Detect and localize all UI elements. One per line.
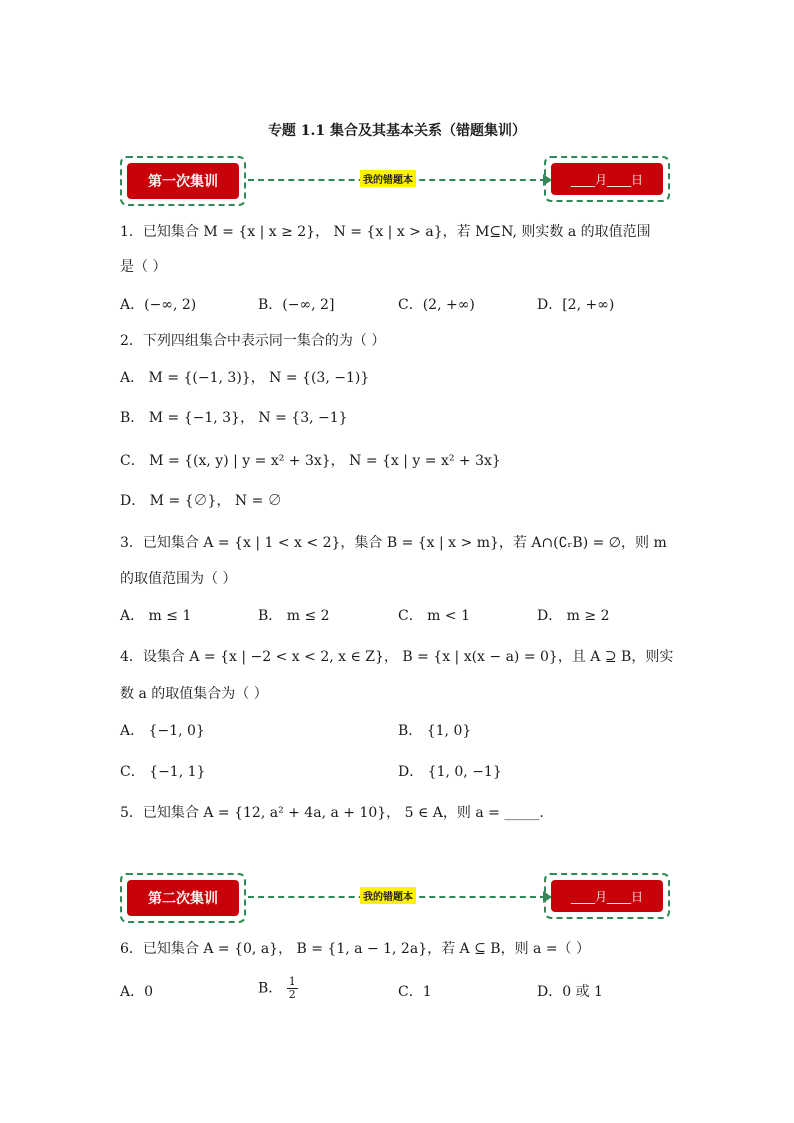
- page-title: 专题 1.1 集合及其基本关系（错题集训）: [267, 123, 527, 139]
- question-3-line2: 的取值范围为（ ）: [120, 571, 237, 587]
- date-label: ____月____日: [551, 163, 663, 195]
- question-1-option-b: B．(−∞, 2]: [258, 297, 335, 313]
- question-3-option-a: A． m ≤ 1: [120, 608, 192, 624]
- question-6-option-d: D．0 或 1: [537, 984, 603, 1000]
- question-2-option-c: C． M = {(x, y) | y = x² + 3x}， N = {x | y = x² + 3x}: [120, 453, 501, 469]
- question-5-line1: 5．已知集合 A = {12, a² + 4a, a + 10}， 5 ∈ A，则 a = _____.: [120, 805, 544, 821]
- question-6-option-c: C．1: [398, 984, 432, 1000]
- question-6-option-b-letter: B．: [258, 980, 283, 997]
- fraction-numerator: 1: [288, 975, 296, 988]
- question-3-option-c: C． m < 1: [398, 608, 470, 624]
- question-2-option-a: A． M = {(−1, 3)}， N = {(3, −1)}: [120, 370, 370, 386]
- date-box: [544, 873, 670, 919]
- mistake-book-label: 我的错题本: [360, 170, 416, 187]
- second-training-box: [120, 873, 246, 923]
- question-4-line2: 数 a 的取值集合为（ ）: [120, 686, 268, 702]
- first-training-box: [120, 156, 246, 206]
- question-1-option-d: D．[2, +∞): [537, 297, 615, 313]
- training-banner-2: [120, 873, 670, 923]
- first-training-label: 第一次集训: [127, 163, 239, 199]
- question-3-option-b: B． m ≤ 2: [258, 608, 330, 624]
- question-2-stem: 2．下列四组集合中表示同一集合的为（ ）: [120, 333, 386, 349]
- question-6-option-b: [258, 976, 298, 1001]
- question-1-line1: 1．已知集合 M = {x | x ≥ 2}， N = {x | x > a}，若 M⊆N, 则实数 a 的取值范围: [120, 224, 651, 240]
- question-3-line1: 3．已知集合 A = {x | 1 < x < 2}，集合 B = {x | x > m}，若 A∩(∁ᵣB) = ∅，则 m: [120, 535, 667, 551]
- question-4-option-c: C． {−1, 1}: [120, 764, 206, 780]
- question-6-line1: 6．已知集合 A = {0, a}， B = {1, a − 1, 2a}，若 A ⊆ B，则 a =（ ）: [120, 941, 591, 957]
- question-4-option-d: D． {1, 0, −1}: [398, 764, 502, 780]
- question-3-option-d: D． m ≥ 2: [537, 608, 610, 624]
- question-4-option-a: A． {−1, 0}: [120, 723, 205, 739]
- question-4-option-b: B． {1, 0}: [398, 723, 472, 739]
- question-2-option-b: B． M = {−1, 3}， N = {3, −1}: [120, 410, 348, 426]
- second-training-label: 第二次集训: [127, 880, 239, 916]
- question-6-option-a: A．0: [120, 984, 154, 1000]
- fraction-denominator: 2: [288, 988, 296, 1001]
- question-1-line2: 是（ ）: [120, 259, 167, 275]
- question-4-line1: 4．设集合 A = {x | −2 < x < 2, x ∈ Z}， B = {x | x(x − a) = 0}，且 A ⊇ B，则实: [120, 649, 674, 665]
- date-box: [544, 156, 670, 202]
- mistake-book-label: 我的错题本: [360, 887, 416, 904]
- fraction-one-half: [287, 976, 298, 1001]
- date-label: ____月____日: [551, 880, 663, 912]
- training-banner-1: [120, 156, 670, 206]
- question-1-option-a: A．(−∞, 2): [120, 297, 197, 313]
- question-1-option-c: C．(2, +∞): [398, 297, 475, 313]
- question-2-option-d: D． M = {∅}， N = ∅: [120, 493, 282, 509]
